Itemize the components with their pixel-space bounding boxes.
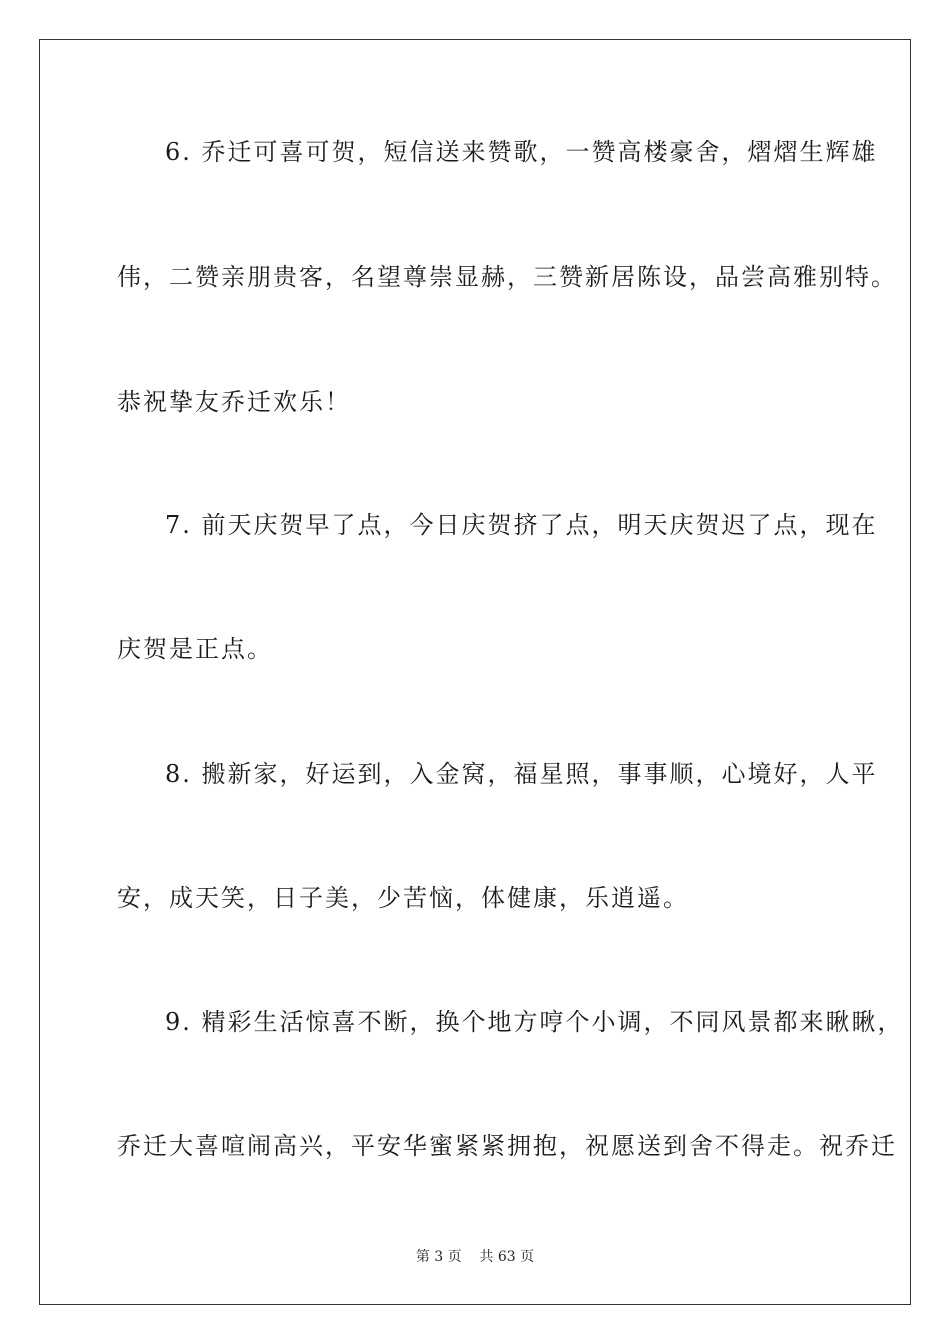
paragraph-9-line-2: 乔迁大喜喧闹高兴，平安华蜜紧紧拥抱，祝愿送到舍不得走。祝乔迁 [117,1132,897,1160]
paragraph-8-line-2: 安，成天笑，日子美，少苦恼，体健康，乐逍遥。 [117,884,689,912]
page-number-footer: 第 3 页 共 63 页 [415,1249,535,1265]
paragraph-8-line-1: 8. 搬新家，好运到，入金窝，福星照，事事顺，心境好，人平 [165,760,878,788]
page-border [39,39,911,1305]
paragraph-7-line-1: 7. 前天庆贺早了点，今日庆贺挤了点，明天庆贺迟了点，现在 [165,511,878,539]
paragraph-9-line-1: 9. 精彩生活惊喜不断，换个地方哼个小调，不同风景都来瞅瞅， [165,1008,904,1036]
paragraph-6-line-2: 伟，二赞亲朋贵客，名望尊崇显赫，三赞新居陈设，品尝高雅别特。 [117,263,897,291]
paragraph-6-line-3: 恭祝挚友乔迁欢乐！ [117,388,351,416]
paragraph-6-line-1: 6. 乔迁可喜可贺，短信送来赞歌，一赞高楼豪舍，熠熠生辉雄 [165,138,878,166]
paragraph-7-line-2: 庆贺是正点。 [117,635,273,663]
